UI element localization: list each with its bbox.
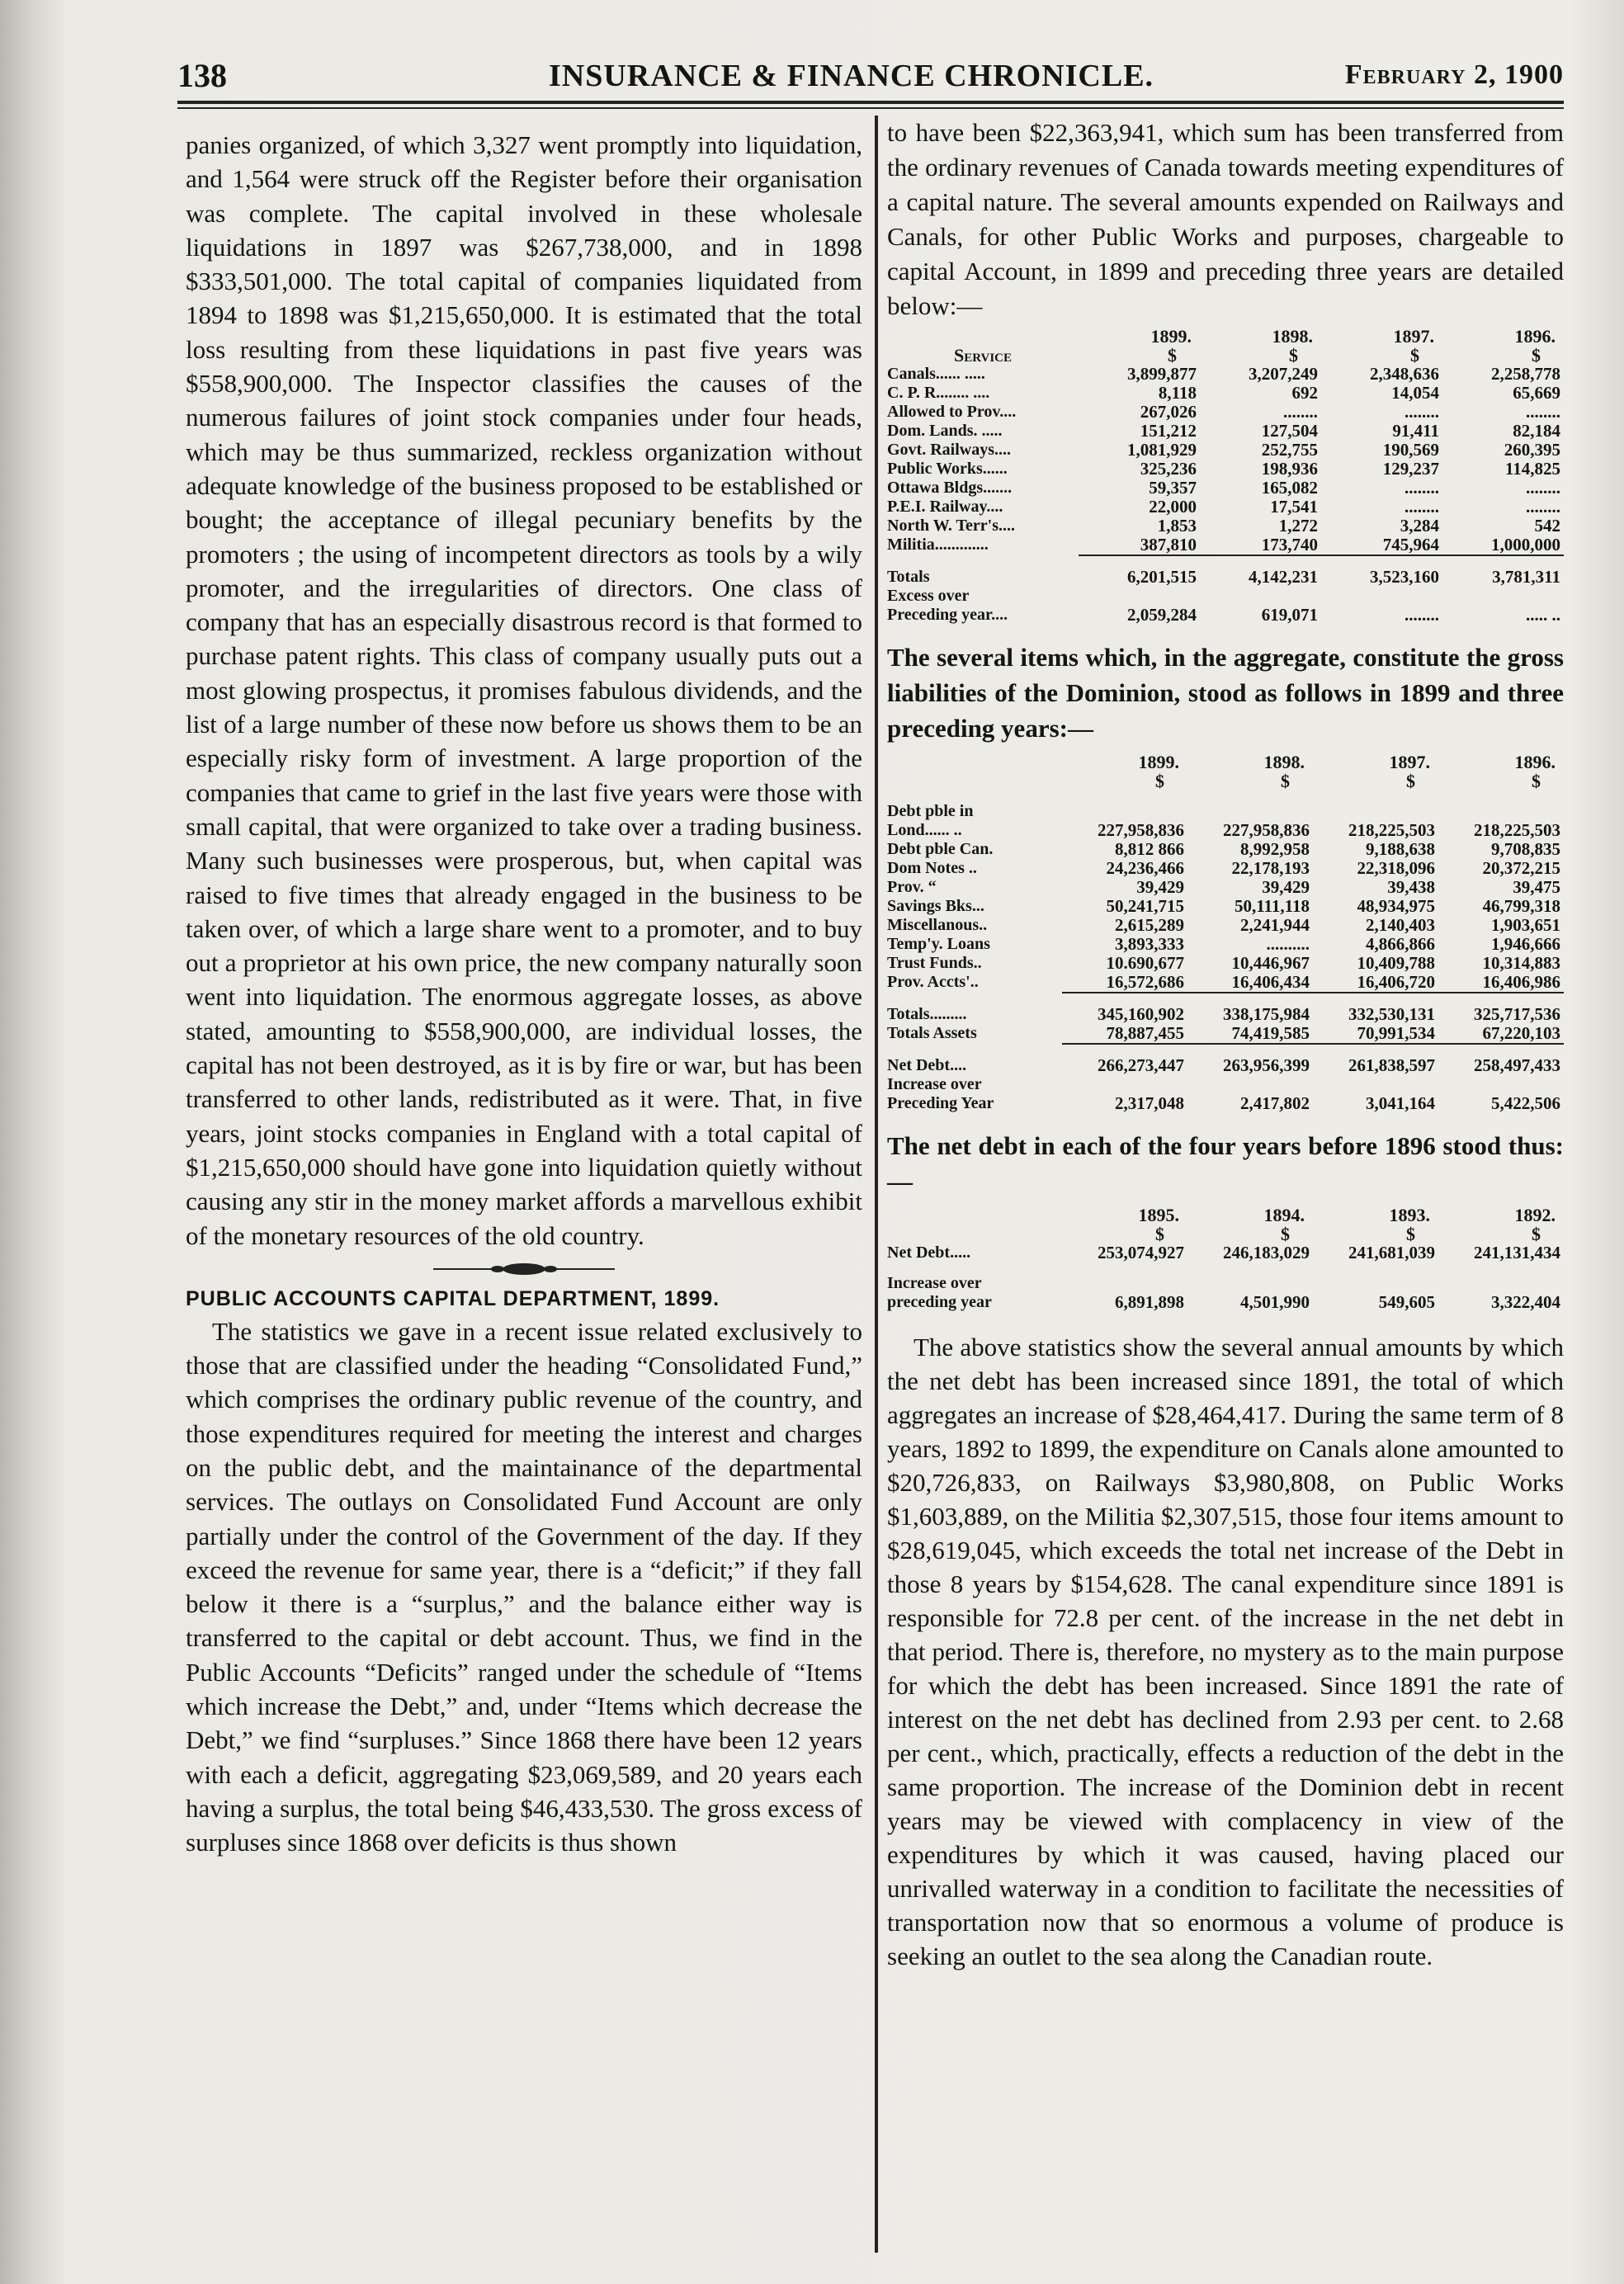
section-title: PUBLIC ACCOUNTS CAPITAL DEPARTMENT, 1899.: [186, 1286, 720, 1310]
cell-value: 3,893,333: [1115, 935, 1184, 954]
cell-value: 325,236: [1140, 460, 1197, 479]
cell-value: 3,041,164: [1366, 1094, 1435, 1113]
row-label: Prov. “: [887, 878, 937, 896]
cell-value: 2,140,403: [1366, 916, 1435, 935]
increase-label-row: [887, 1274, 1564, 1293]
cell-value: 3,899,877: [1127, 365, 1197, 384]
cell-value: ..... ..: [1526, 606, 1560, 625]
year-header: 1897.: [1389, 753, 1430, 772]
cell-value: 78,887,455: [1106, 1024, 1184, 1043]
cell-value: 3,322,404: [1491, 1293, 1560, 1312]
cell-value: 338,175,984: [1223, 1005, 1310, 1024]
increase-label-row: [887, 1075, 1564, 1094]
currency-row: [887, 1225, 1564, 1243]
cell-value: 253,074,927: [1098, 1243, 1184, 1262]
table-row: [887, 802, 1564, 821]
net-debt-intro: The net debt in each of the four years before 1896 stood thus:—: [887, 1131, 1564, 1196]
row-label: Canals...... .....: [887, 365, 985, 383]
cell-value: 10,446,967: [1231, 954, 1310, 973]
table-header-row: [887, 1206, 1564, 1225]
currency-symbol: $: [1155, 772, 1164, 790]
header-rule-thin: [177, 107, 1564, 109]
cell-value: 16,572,686: [1106, 973, 1184, 992]
table-row: [887, 840, 1564, 859]
cell-value: 266,273,447: [1098, 1056, 1184, 1075]
row-label: P.E.I. Railway....: [887, 498, 1003, 516]
cell-value: 5,422,506: [1491, 1094, 1560, 1113]
cell-value: 39,429: [1136, 878, 1184, 897]
cell-value: 1,000,000: [1491, 536, 1560, 554]
cell-value: 151,212: [1140, 422, 1197, 441]
table-row: [887, 479, 1564, 498]
year-header: 1899.: [1138, 753, 1179, 772]
table-row: [887, 954, 1564, 973]
cell-value: 1,272: [1278, 517, 1318, 536]
cell-value: 65,669: [1513, 384, 1560, 403]
row-label: Debt pble in: [887, 802, 974, 820]
table-row: [887, 460, 1564, 479]
cell-value: 6,201,515: [1127, 568, 1197, 587]
cell-value: 2,059,284: [1127, 606, 1197, 625]
row-label: Militia.............: [887, 536, 989, 554]
cell-value: [1438, 802, 1564, 821]
row-label: Preceding year....: [887, 606, 1008, 624]
row-label: Miscellanous..: [887, 916, 988, 934]
currency-symbol: $: [1281, 772, 1290, 790]
increase-row: [887, 1094, 1564, 1113]
row-label: preceding year: [887, 1293, 992, 1311]
cell-value: 260,395: [1504, 441, 1560, 460]
cell-value: 218,225,503: [1348, 821, 1435, 840]
row-label: Totals.........: [887, 1005, 967, 1023]
cell-value: 46,799,318: [1482, 897, 1560, 916]
cell-value: 4,501,990: [1240, 1293, 1310, 1312]
row-label: Net Debt....: [887, 1056, 967, 1074]
cell-value: 20,372,215: [1482, 859, 1560, 878]
row-label: Public Works......: [887, 460, 1008, 478]
year-header: 1892.: [1514, 1206, 1556, 1225]
table-row: [887, 384, 1564, 403]
row-label: Preceding Year: [887, 1094, 994, 1112]
row-label: North W. Terr's....: [887, 517, 1016, 535]
table-header-row: [887, 753, 1564, 772]
cell-value: ........: [1404, 403, 1439, 422]
left-column: [186, 128, 862, 1860]
cell-value: 619,071: [1261, 606, 1318, 625]
row-label: Increase over: [887, 1075, 982, 1093]
cell-value: 227,958,836: [1098, 821, 1184, 840]
cell-value: 241,681,039: [1348, 1243, 1435, 1262]
row-label: Trust Funds..: [887, 954, 982, 972]
table-row: [887, 916, 1564, 935]
cell-value: 2,348,636: [1370, 365, 1439, 384]
cell-value: 129,237: [1382, 460, 1439, 479]
cell-value: 4,866,866: [1366, 935, 1435, 954]
column-divider: [875, 116, 878, 2253]
currency-symbol: $: [1168, 346, 1177, 365]
cell-value: 39,429: [1262, 878, 1310, 897]
currency-symbol: $: [1406, 1225, 1415, 1243]
year-header: 1899.: [1150, 327, 1192, 346]
cell-value: 82,184: [1513, 422, 1560, 441]
cell-value: 173,740: [1261, 536, 1318, 554]
cell-value: 14,054: [1391, 384, 1439, 403]
year-header: 1893.: [1389, 1206, 1430, 1225]
row-label: C. P. R........ ....: [887, 384, 990, 402]
cell-value: 692: [1291, 384, 1318, 403]
cell-value: 8,992,958: [1240, 840, 1310, 859]
liabilities-table: [887, 753, 1564, 1113]
cell-value: 9,188,638: [1366, 840, 1435, 859]
cell-value: 263,956,399: [1223, 1056, 1310, 1075]
net-debt-table: [887, 1206, 1564, 1312]
cell-value: 22,178,193: [1231, 859, 1310, 878]
liabilities-intro: The several items which, in the aggregate, constitute the gross liabilities of the Dominion, stood as follows in 1899 and three preceding years:—: [887, 643, 1564, 743]
totals-row: [887, 1005, 1564, 1024]
net-debt-row: [887, 1243, 1564, 1262]
cell-value: 39,438: [1387, 878, 1435, 897]
cell-value: [1062, 802, 1187, 821]
capital-department-text: The statistics we gave in a recent issue related exclusively to those that are classified under the heading “Consolidated Fund,” which comprises the ordinary public revenue of the country, and those expenditures required for meeting the interest and charges on the public debt, and the maintainance of the departmental services. The outlays on Consolidated Fund Account are only partially under the control of the Government of the day. If they exceed the revenue for same year, there is a “deficit;” if they fall below it there is a “surplus,” and the balance either way is transferred to the capital or debt account. Thus, we find in the Public Accounts “Deficits” ranged under the schedule of “Items which increase the Debt,” and, under “Items which decrease the Debt,” we find “surpluses.” Since 1868 there have been 12 years with each a deficit, aggregating $23,069,589, and 20 years each having a surplus, the total being $46,433,530. The gross excess of surpluses since 1868 over deficits is thus shown: [186, 1316, 862, 1857]
row-label: Savings Bks...: [887, 897, 984, 915]
row-label: Excess over: [887, 587, 970, 605]
currency-symbol: $: [1406, 772, 1415, 790]
row-label: Net Debt.....: [887, 1243, 971, 1262]
cell-value: 2,317,048: [1115, 1094, 1184, 1113]
cell-value: 345,160,902: [1098, 1005, 1184, 1024]
table-row: [887, 821, 1564, 840]
assets-row: [887, 1024, 1564, 1043]
row-label: Debt pble Can.: [887, 840, 994, 858]
page-header: [177, 50, 1564, 99]
cell-value: 70,991,534: [1357, 1024, 1435, 1043]
cell-value: 48,934,975: [1357, 897, 1435, 916]
cell-value: 190,569: [1382, 441, 1439, 460]
cell-value: 16,406,434: [1231, 973, 1310, 992]
cell-value: ........: [1404, 606, 1439, 625]
section-ornament: [186, 1261, 862, 1277]
cell-value: ........: [1526, 479, 1560, 498]
cell-value: 3,523,160: [1370, 568, 1439, 587]
cell-value: 67,220,103: [1482, 1024, 1560, 1043]
cell-value: 10.690,677: [1106, 954, 1184, 973]
year-header: 1895.: [1138, 1206, 1179, 1225]
cell-value: 1,903,651: [1491, 916, 1560, 935]
cell-value: 325,717,536: [1474, 1005, 1560, 1024]
year-header: 1896.: [1514, 753, 1556, 772]
cell-value: [1313, 802, 1438, 821]
issue-date: February 2, 1900: [1344, 59, 1564, 90]
cell-value: 2,615,289: [1115, 916, 1184, 935]
debt-analysis-text: The above statistics show the several annual amounts by which the net debt has been increased since 1891, the total of which aggregates an increase of $28,464,417. During the same term of 8 years, 1892 to 1899, the expenditure on Canals alone amounted to $20,726,833, on Railways $3,980,808, on Public Works $1,603,889, on the Militia $2,307,515, those four items amount to $28,619,045, which exceeds the total net increase of the Debt in those 8 years by $154,628. The canal expenditure since 1891 is responsible for 72.8 per cent. of the increase in the net debt in that period. There is, therefore, no mystery as to the main purpose for which the debt has been increased. Since 1891 the rate of interest on the net debt has declined from 2.93 per cent. to 2.68 per cent., which, practically, effects a reduction of the debt in the same proportion. The increase of the Dominion debt in recent years may be viewed with complacency in view of the expenditures by which it was caused, having placed our unrivalled waterway in a condition to facilitate the necessities of transportation now that so enormous a volume of produce is seeking an outlet to the sea along the Canadian route.: [887, 1333, 1564, 1970]
table-row: [887, 536, 1564, 554]
cell-value: 127,504: [1261, 422, 1318, 441]
currency-symbol: $: [1155, 1225, 1164, 1243]
increase-row: [887, 1293, 1564, 1312]
currency-row: [887, 772, 1564, 790]
row-label: Dom. Lands. .....: [887, 422, 1003, 440]
currency-symbol: $: [1289, 346, 1298, 365]
excess-row: [887, 606, 1564, 625]
cell-value: 2,241,944: [1240, 916, 1310, 935]
row-label: Prov. Accts'..: [887, 973, 979, 991]
table-row: [887, 973, 1564, 992]
cell-value: 9,708,835: [1491, 840, 1560, 859]
header-rule: [177, 101, 1564, 104]
row-label: Totals Assets: [887, 1024, 977, 1042]
cell-value: 74,419,585: [1231, 1024, 1310, 1043]
table-row: [887, 859, 1564, 878]
cell-value: 3,781,311: [1492, 568, 1560, 587]
cell-value: 91,411: [1392, 422, 1439, 441]
row-label: Govt. Railways....: [887, 441, 1011, 459]
row-label: Dom Notes ..: [887, 859, 977, 877]
cell-value: 218,225,503: [1474, 821, 1560, 840]
currency-symbol: $: [1532, 1225, 1541, 1243]
cell-value: ........: [1283, 403, 1318, 422]
table-row: [887, 422, 1564, 441]
totals-row: [887, 568, 1564, 587]
cell-value: 227,958,836: [1223, 821, 1310, 840]
row-label: Ottawa Bldgs.......: [887, 479, 1013, 497]
year-header: 1894.: [1263, 1206, 1305, 1225]
page-number: 138: [177, 57, 227, 94]
capital-continued-text: to have been $22,363,941, which sum has been transferred from the ordinary revenues of Canada towards meeting expenditures of a capital nature. The several amounts expended on Railways and Canals, for other Public Works and purposes, chargeable to capital Account, in 1899 and preceding three years are detailed below:—: [887, 118, 1564, 320]
year-header: 1897.: [1393, 327, 1434, 346]
table-row: [887, 498, 1564, 517]
excess-label-row: [887, 587, 1564, 606]
row-label: Allowed to Prov....: [887, 403, 1017, 421]
cell-value: 4,142,231: [1249, 568, 1318, 587]
cell-value: 22,318,096: [1357, 859, 1435, 878]
cell-value: 8,812 866: [1115, 840, 1184, 859]
row-label: Temp'y. Loans: [887, 935, 990, 953]
table-row: [887, 878, 1564, 897]
capital-expenditure-table: [887, 327, 1564, 625]
cell-value: 39,475: [1513, 878, 1560, 897]
table-row: [887, 403, 1564, 422]
cell-value: 8,118: [1158, 384, 1197, 403]
cell-value: 246,183,029: [1223, 1243, 1310, 1262]
cell-value: 59,357: [1149, 479, 1197, 498]
cell-value: ........: [1526, 403, 1560, 422]
journal-title: INSURANCE & FINANCE CHRONICLE.: [549, 59, 1154, 93]
cell-value: [1187, 802, 1313, 821]
cell-value: 549,605: [1378, 1293, 1435, 1312]
table-header-row: [887, 327, 1564, 346]
cell-value: 198,936: [1261, 460, 1318, 479]
cell-value: 6,891,898: [1115, 1293, 1184, 1312]
row-label: Lond...... ..: [887, 821, 962, 839]
cell-value: 332,530,131: [1348, 1005, 1435, 1024]
cell-value: 50,241,715: [1106, 897, 1184, 916]
table-row: [887, 517, 1564, 536]
cell-value: 2,258,778: [1491, 365, 1560, 384]
cell-value: 24,236,466: [1106, 859, 1184, 878]
year-header: 1898.: [1263, 753, 1305, 772]
table-row: [887, 365, 1564, 384]
currency-symbol: $: [1532, 772, 1541, 790]
cell-value: 22,000: [1149, 498, 1197, 517]
cell-value: 17,541: [1270, 498, 1318, 517]
net-debt-row: [887, 1056, 1564, 1075]
cell-value: 241,131,434: [1474, 1243, 1560, 1262]
year-header: 1898.: [1272, 327, 1313, 346]
cell-value: 258,497,433: [1474, 1056, 1560, 1075]
currency-symbol: $: [1281, 1225, 1290, 1243]
cell-value: 387,810: [1140, 536, 1197, 554]
cell-value: 10,409,788: [1357, 954, 1435, 973]
cell-value: ..........: [1266, 935, 1310, 954]
cell-value: 1,081,929: [1127, 441, 1197, 460]
liquidation-article-text: panies organized, of which 3,327 went promptly into liquidation, and 1,564 were struck off the Register before their organisation was complete. The capital involved in these wholesale liquidations in 1897 was $267,738,000, and in 1898 $333,501,000. The total capital of companies liquidated from 1894 to 1898 was $1,215,650,000. It is estimated that the total loss resulting from these liquidations in past five years was $558,900,000. The Inspector classifies the causes of the numerous failures of joint stock companies under four heads, which may be thus summarized, reckless organization without adequate knowledge of the business proposed to be established or bought; the acceptance of illegal pecuniary benefits by the promoters ; the using of incompetent directors as tools by a wily promoter, and the irregularities of directors. One class of company that has an especially disastrous record is that formed to purchase patent rights. This class of company usually puts out a most glowing prospectus, it promises fabulous dividends, and the list of a large number of these now before us shows them to be an especially risky form of investment. A large proportion of the companies that came to grief in the last five years were those with small capital, that were organized to take over a trading business. Many such businesses were prosperous, but, when capital was raised to five times that already engaged in the business to be taken over, of which a large share went to a promoter, and to buy out a proprietor at his own price, the new company naturally soon went into liquidation. The enormous aggregate losses, as above stated, amounting to $558,900,000, are individual losses, the capital has not been destroyed, as it is by fire or war, but has been transferred to other lands, redistributed as it were. That, in five years, joint stocks companies in England with a total capital of $1,215,650,000 should have gone into liquidation quietly without causing any stir in the money market affords a marvellous exhibit of the monetary resources of the old country.: [186, 130, 862, 1250]
row-label: Totals: [887, 568, 930, 586]
cell-value: 3,207,249: [1249, 365, 1318, 384]
service-label: Service: [953, 346, 1013, 365]
cell-value: 261,838,597: [1348, 1056, 1435, 1075]
cell-value: 3,284: [1400, 517, 1439, 536]
cell-value: 267,026: [1140, 403, 1197, 422]
cell-value: 114,825: [1504, 460, 1560, 479]
cell-value: 252,755: [1261, 441, 1318, 460]
table-row: [887, 441, 1564, 460]
cell-value: ........: [1526, 498, 1560, 517]
table-row: [887, 897, 1564, 916]
currency-row: [887, 346, 1564, 365]
cell-value: 50,111,118: [1234, 897, 1310, 916]
cell-value: 1,946,666: [1491, 935, 1560, 954]
cell-value: 1,853: [1157, 517, 1197, 536]
currency-symbol: $: [1532, 346, 1541, 365]
cell-value: 16,406,986: [1482, 973, 1560, 992]
cell-value: ........: [1404, 498, 1439, 517]
cell-value: 16,406,720: [1357, 973, 1435, 992]
cell-value: 2,417,802: [1240, 1094, 1310, 1113]
right-column: [887, 116, 1564, 1973]
cell-value: 10,314,883: [1482, 954, 1560, 973]
cell-value: 165,082: [1261, 479, 1318, 498]
row-label: Increase over: [887, 1274, 982, 1292]
cell-value: ........: [1404, 479, 1439, 498]
currency-symbol: $: [1410, 346, 1419, 365]
cell-value: 745,964: [1382, 536, 1439, 554]
year-header: 1896.: [1514, 327, 1556, 346]
table-row: [887, 935, 1564, 954]
cell-value: 542: [1534, 517, 1560, 536]
